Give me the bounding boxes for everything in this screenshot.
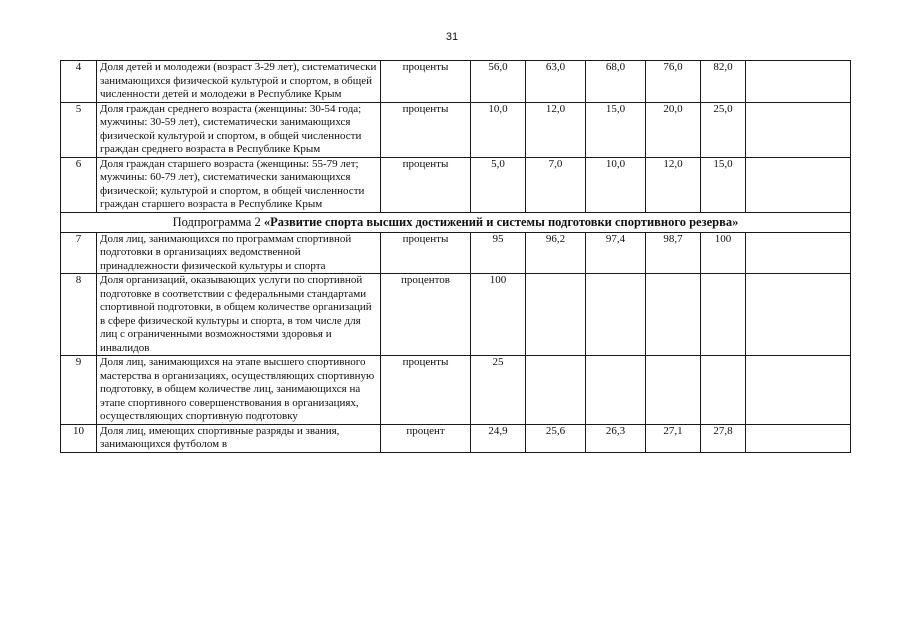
value-cell: [701, 356, 746, 425]
row-number: 10: [61, 424, 97, 452]
subprogram-title: «Развитие спорта высших достижений и системы подготовки спортивного резерва»: [263, 214, 739, 229]
value-cell: 97,4: [586, 232, 646, 274]
table-row: [61, 157, 851, 212]
table-row: [61, 274, 851, 356]
value-cell: 10,0: [586, 157, 646, 212]
table-row: [61, 61, 851, 103]
value-cell: 82,0: [701, 61, 746, 103]
value-cell: 96,2: [526, 232, 586, 274]
indicator-name: Доля граждан старшего возраста (женщины: 55-79 лет; мужчины: 60-79 лет), систематически занимающихся физической; культурой и спортом, в общей численности граждан старшего возраста в Республике Крым: [97, 157, 381, 212]
unit-cell: проценты: [381, 157, 471, 212]
value-cell: 5,0: [471, 157, 526, 212]
value-cell: 100: [701, 232, 746, 274]
row-number: 9: [61, 356, 97, 425]
value-cell: 95: [471, 232, 526, 274]
value-cell: 27,1: [646, 424, 701, 452]
subprogram-prefix: Подпрограмма 2: [172, 214, 264, 229]
value-cell: 27,8: [701, 424, 746, 452]
unit-cell: проценты: [381, 232, 471, 274]
value-cell: [701, 274, 746, 356]
value-cell: 25,6: [526, 424, 586, 452]
value-cell: 68,0: [586, 61, 646, 103]
row-number: 6: [61, 157, 97, 212]
table-row: [61, 356, 851, 425]
value-cell: 15,0: [586, 102, 646, 157]
unit-cell: процентов: [381, 274, 471, 356]
value-cell: 20,0: [646, 102, 701, 157]
value-cell: 15,0: [701, 157, 746, 212]
value-cell: [586, 356, 646, 425]
row-number: 8: [61, 274, 97, 356]
value-cell: 24,9: [471, 424, 526, 452]
value-cell: [646, 274, 701, 356]
value-cell: 12,0: [526, 102, 586, 157]
value-cell: 12,0: [646, 157, 701, 212]
value-cell: [746, 424, 851, 452]
unit-cell: проценты: [381, 102, 471, 157]
value-cell: [526, 356, 586, 425]
value-cell: [646, 356, 701, 425]
indicator-name: Доля лиц, занимающихся по программам спортивной подготовки в организациях ведомственной принадлежности физической культуры и спорта: [97, 232, 381, 274]
row-number: 7: [61, 232, 97, 274]
table-row: [61, 102, 851, 157]
subprogram-heading-row: [61, 212, 851, 232]
value-cell: 100: [471, 274, 526, 356]
value-cell: [746, 61, 851, 103]
page-number: 31: [445, 31, 459, 43]
indicator-name: Доля лиц, имеющих спортивные разряды и звания, занимающихся футболом в: [97, 424, 381, 452]
value-cell: [746, 102, 851, 157]
value-cell: 25,0: [701, 102, 746, 157]
unit-cell: процент: [381, 424, 471, 452]
indicator-name: Доля граждан среднего возраста (женщины: 30-54 года; мужчины: 30-59 лет), систематически занимающихся физической культурой и спортом, в общей численности граждан среднего возраста в Республике Крым: [97, 102, 381, 157]
indicator-name: Доля детей и молодежи (возраст 3-29 лет), систематически занимающихся физической культурой и спортом, в общей численности детей и молодежи в Республике Крым: [97, 61, 381, 103]
table-row: [61, 232, 851, 274]
value-cell: 26,3: [586, 424, 646, 452]
value-cell: 56,0: [471, 61, 526, 103]
value-cell: [526, 274, 586, 356]
indicators-table: [60, 60, 851, 453]
row-number: 5: [61, 102, 97, 157]
value-cell: 10,0: [471, 102, 526, 157]
value-cell: 63,0: [526, 61, 586, 103]
table-row: [61, 424, 851, 452]
row-number: 4: [61, 61, 97, 103]
indicator-name: Доля лиц, занимающихся на этапе высшего спортивного мастерства в организациях, осуществляющих спортивную подготовку, в общем количестве лиц, занимающихся на этапе спортивного совершенствования в организациях, осуществляющих спортивную подготовку: [97, 356, 381, 425]
unit-cell: проценты: [381, 356, 471, 425]
value-cell: 25: [471, 356, 526, 425]
value-cell: [746, 274, 851, 356]
unit-cell: проценты: [381, 61, 471, 103]
value-cell: [746, 232, 851, 274]
subprogram-heading: [61, 212, 851, 232]
value-cell: [586, 274, 646, 356]
value-cell: 76,0: [646, 61, 701, 103]
indicator-name: Доля организаций, оказывающих услуги по спортивной подготовке в соответствии с федеральными стандартами спортивной подготовки, в общем количестве организаций в сфере физической культуры и спорта, в том числе для лиц с ограниченными возможностями здоровья и инвалидов: [97, 274, 381, 356]
value-cell: [746, 356, 851, 425]
value-cell: 98,7: [646, 232, 701, 274]
value-cell: [746, 157, 851, 212]
value-cell: 7,0: [526, 157, 586, 212]
